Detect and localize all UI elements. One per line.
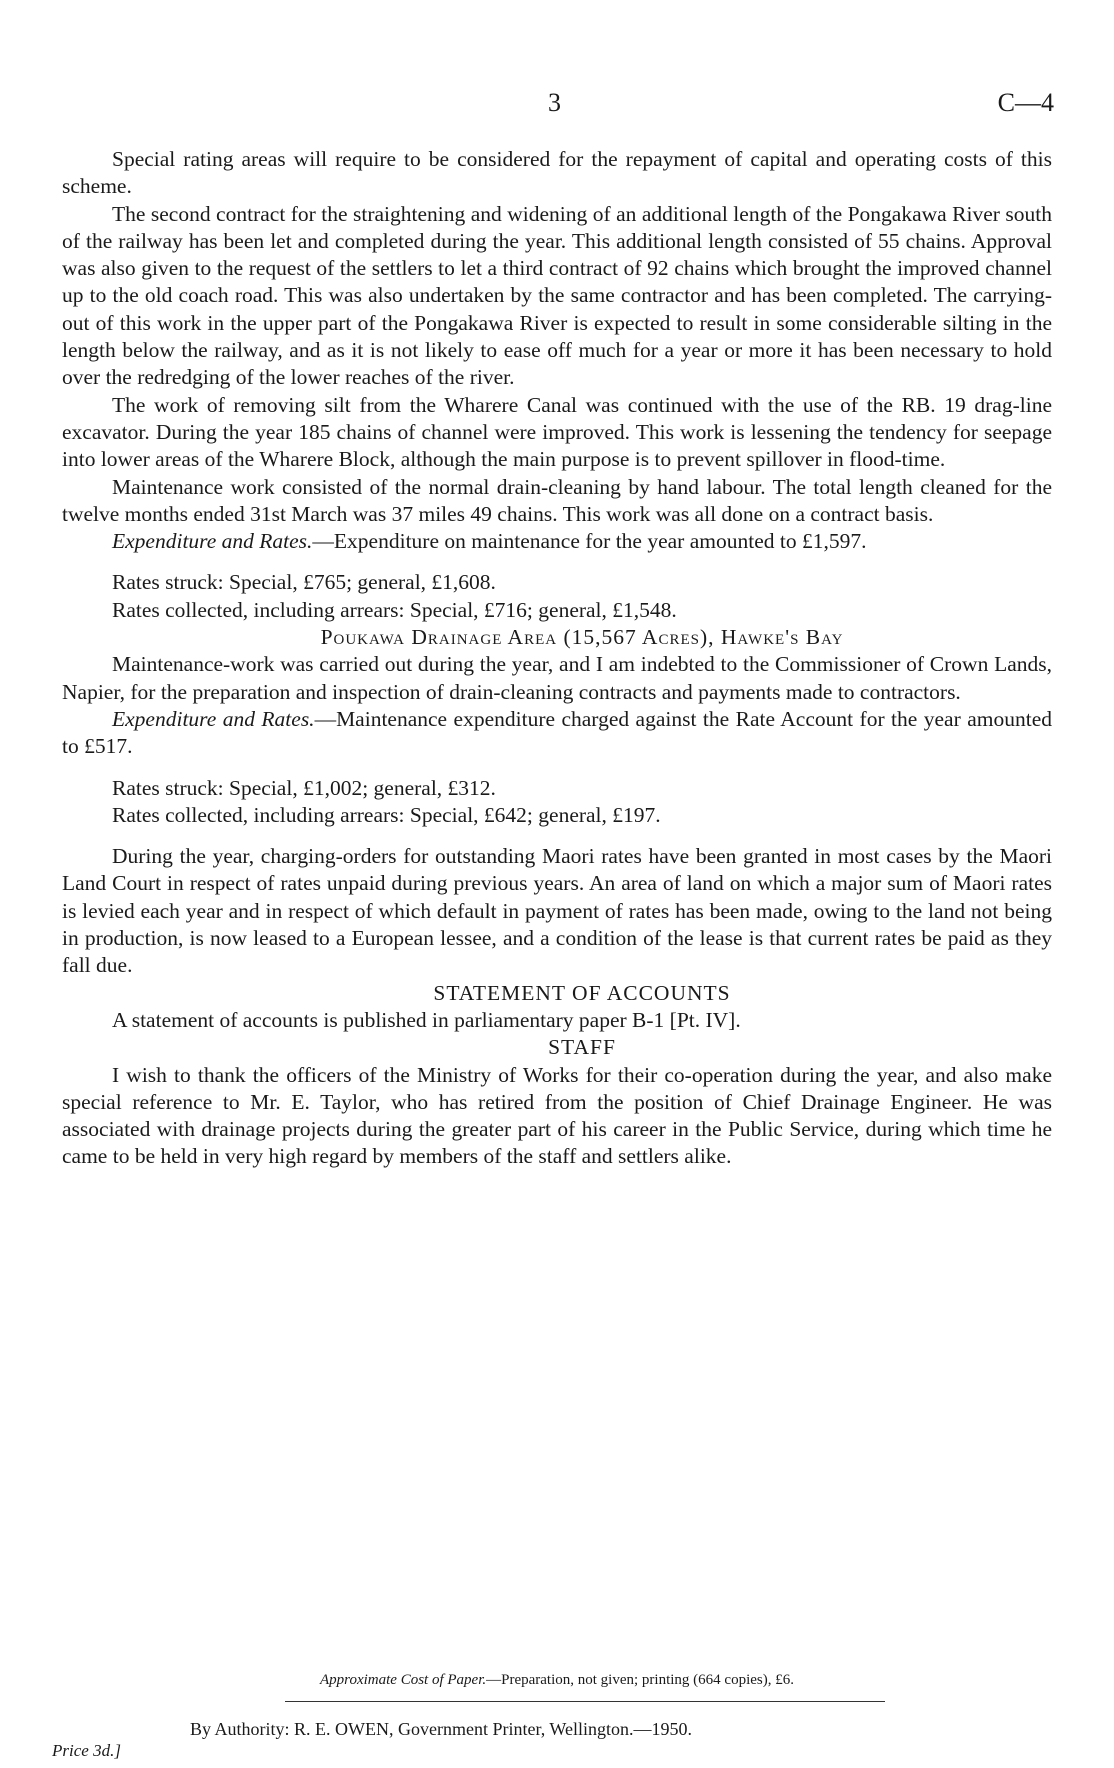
section-heading-accounts: STATEMENT OF ACCOUNTS (433, 980, 731, 1005)
expenditure-label: Expenditure and Rates. (112, 706, 315, 731)
paragraph-accounts: A statement of accounts is published in parliamentary paper B-1 [Pt. IV]. (112, 1007, 741, 1032)
document-code: C—4 (997, 88, 1054, 117)
rates-struck-1: Rates struck: Special, £765; general, £1,608. (112, 570, 496, 595)
paragraph-special-rating: Special rating areas will require to be considered for the repayment of capital and operating costs of this scheme. (62, 147, 1052, 199)
price-note: Price 3d.] (52, 1741, 121, 1760)
expenditure-label: Expenditure and Rates. (112, 529, 313, 554)
cost-text: —Preparation, not given; printing (664 copies), £6. (486, 1672, 794, 1688)
cost-label: Approximate Cost of Paper. (320, 1672, 487, 1688)
section-heading-staff: STAFF (548, 1035, 616, 1060)
paragraph-wharere-canal: The work of removing silt from the Wharere Canal was continued with the use of the RB. 19 drag-line excavator. During the year 185 chains of channel were improved. This work is lessening the tendency for seepage into lower areas of the Wharere Block, although the main purpose is to prevent spillover in flood-time. (62, 392, 1052, 472)
body-text (62, 146, 1052, 1171)
paragraph-poukawa-maintenance: Maintenance-work was carried out during the year, and I am indebted to the Commissioner of Crown Lands, Napier, for the preparation and inspection of drain-cleaning contracts and payments made to contractors. (62, 652, 1052, 704)
rates-struck-2: Rates struck: Special, £1,002; general, £312. (112, 775, 496, 800)
cost-footnote (62, 1672, 1052, 1689)
paragraph-expenditure-1 (62, 528, 1052, 555)
printer-authority: By Authority: R. E. OWEN, Government Printer, Wellington.—1950. (190, 1719, 692, 1739)
page-number: 3 (548, 88, 561, 117)
rates-collected-1: Rates collected, including arrears: Special, £716; general, £1,548. (112, 597, 677, 622)
expenditure-text: —Maintenance expenditure charged against the Rate Account for the year amounted to £517. (62, 706, 1052, 759)
section-heading-poukawa: Poukawa Drainage Area (15,567 Acres), Hawke's Bay (320, 625, 844, 650)
paragraph-pongakawa-contract: The second contract for the straightening and widening of an additional length of the Pongakawa River south of the railway has been let and completed during the year. This additional length consisted of 55 chains. Approval was also given to the request of the settlers to let a third contract of 92 chains which brought the improved channel up to the old coach road. This was also undertaken by the same contractor and has been completed. The carrying-out of this work in the upper part of the Pongakawa River is expected to result in some considerable silting in the length below the railway, and as it is not likely to ease off much for a year or more it has been necessary to hold over the redredging of the lower reaches of the river. (62, 201, 1052, 390)
paragraph-expenditure-2 (62, 706, 1052, 761)
paragraph-maori-rates: During the year, charging-orders for outstanding Maori rates have been granted in most cases by the Maori Land Court in respect of rates unpaid during previous years. An area of land on which a major sum of Maori rates is levied each year and in respect of which default in payment of rates has been made, owing to the land not being in production, is now leased to a European lessee, and a condition of the lease is that current rates be paid as they fall due. (62, 844, 1052, 978)
expenditure-text: —Expenditure on maintenance for the year amounted to £1,597. (312, 529, 867, 554)
footer-divider (285, 1701, 885, 1702)
rates-collected-2: Rates collected, including arrears: Special, £642; general, £197. (112, 802, 661, 827)
paragraph-maintenance: Maintenance work consisted of the normal drain-cleaning by hand labour. The total length cleaned for the twelve months ended 31st March was 37 miles 49 chains. This work was all done on a contract basis. (62, 474, 1052, 526)
paragraph-staff: I wish to thank the officers of the Ministry of Works for their co-operation during the year, and also make special reference to Mr. E. Taylor, who has retired from the position of Chief Drainage Engineer. He was associated with drainage projects during the greater part of his career in the Public Service, during which time he came to be held in very high regard by members of the staff and settlers alike. (62, 1062, 1052, 1169)
